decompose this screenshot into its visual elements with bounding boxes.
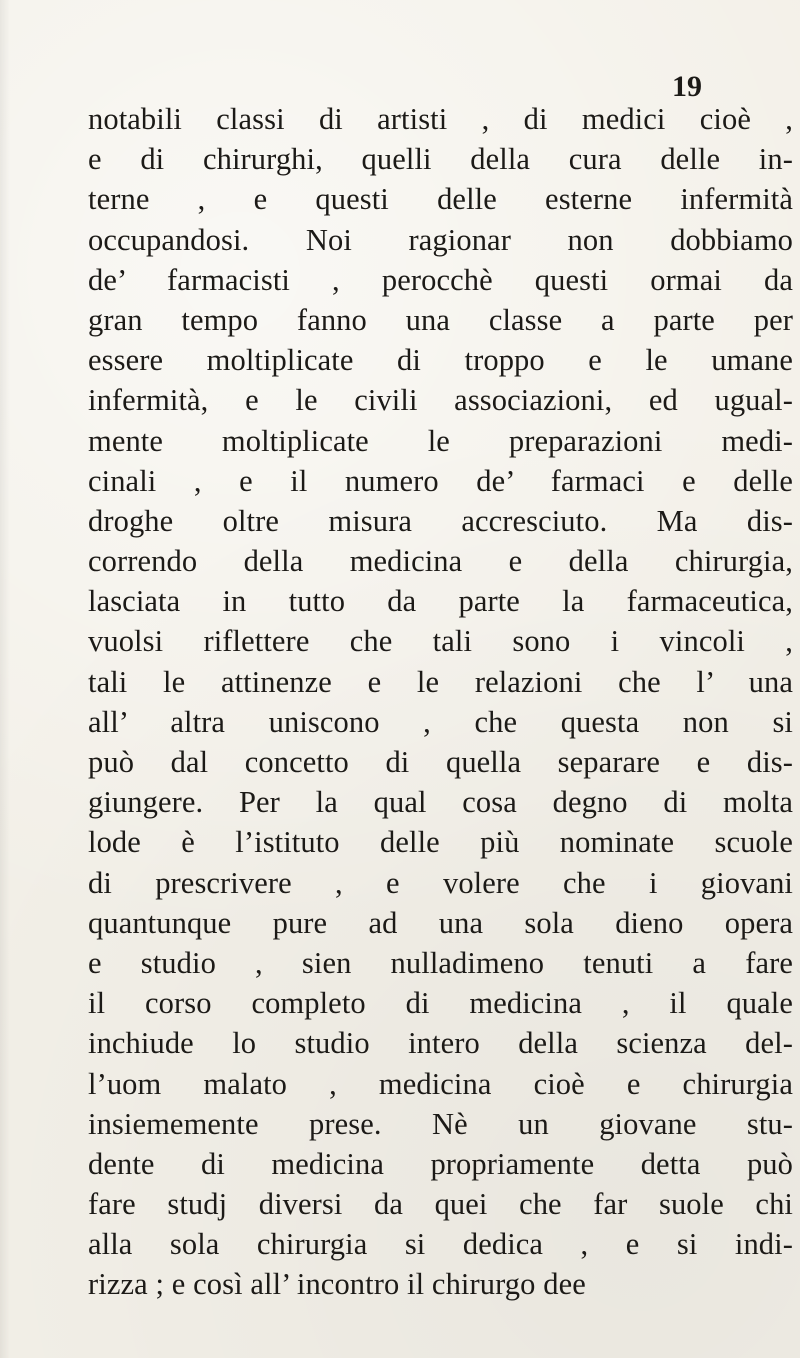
text-line: il corso completo di medicina , il quale bbox=[88, 986, 793, 1021]
text-line: infermità, e le civili associazioni, ed ugual- bbox=[88, 383, 793, 418]
text-line: correndo della medicina e della chirurgia, bbox=[88, 544, 793, 579]
page-edge-shadow bbox=[0, 0, 10, 1358]
body-text bbox=[88, 99, 793, 1305]
text-line: notabili classi di artisti , di medici cioè , bbox=[88, 102, 793, 136]
text-line: lode è l’istituto delle più nominate scuole bbox=[88, 825, 793, 860]
text-line: terne , e questi delle esterne infermità bbox=[88, 182, 793, 217]
text-line: dente di medicina propriamente detta può bbox=[88, 1146, 793, 1181]
text-line: vuolsi riflettere che tali sono i vincoli , bbox=[88, 624, 793, 659]
text-line: insiememente prese. Nè un giovane stu- bbox=[88, 1106, 793, 1141]
text-line: può dal concetto di quella separare e dis- bbox=[88, 745, 793, 779]
text-line: gran tempo fanno una classe a parte per bbox=[88, 302, 793, 337]
text-line: essere moltiplicate di troppo e le umane bbox=[88, 343, 793, 378]
text-line: droghe oltre misura accresciuto. Ma dis- bbox=[88, 503, 793, 538]
text-line: all’ altra uniscono , che questa non si bbox=[88, 704, 793, 739]
text-line: inchiude lo studio intero della scienza del- bbox=[88, 1026, 793, 1061]
text-line: di prescrivere , e volere che i giovani bbox=[88, 865, 793, 900]
text-line: rizza ; e così all’ incontro il chirurgo dee bbox=[88, 1267, 586, 1302]
text-line: fare studj diversi da quei che far suole chi bbox=[88, 1187, 793, 1222]
text-line: cinali , e il numero de’ farmaci e delle bbox=[88, 463, 793, 498]
text-line: e di chirurghi, quelli della cura delle in- bbox=[88, 142, 793, 177]
text-line: alla sola chirurgia si dedica , e si indi- bbox=[88, 1227, 793, 1262]
text-line: l’uom malato , medicina cioè e chirurgia bbox=[88, 1066, 793, 1101]
text-line: de’ farmacisti , perocchè questi ormai da bbox=[88, 262, 793, 297]
text-line: mente moltiplicate le preparazioni medi- bbox=[88, 423, 793, 458]
text-line: occupandosi. Noi ragionar non dobbiamo bbox=[88, 222, 793, 257]
text-line: giungere. Per la qual cosa degno di molta bbox=[88, 785, 793, 820]
text-line: lasciata in tutto da parte la farmaceutica, bbox=[88, 584, 793, 619]
text-line: e studio , sien nulladimeno tenuti a fare bbox=[88, 945, 793, 980]
text-line: quantunque pure ad una sola dieno opera bbox=[88, 905, 793, 940]
page-number: 19 bbox=[672, 70, 702, 103]
text-line: tali le attinenze e le relazioni che l’ una bbox=[88, 664, 793, 699]
